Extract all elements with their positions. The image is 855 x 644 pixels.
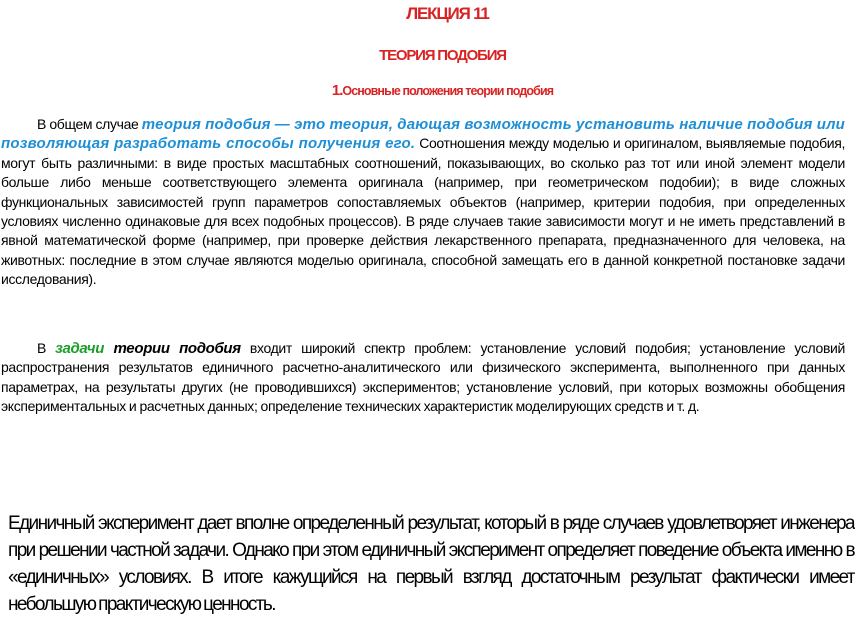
section-title: Основные положения теории подобия (342, 84, 554, 98)
paragraph2-body: входит широкий спектр проблем: установление условий подобия; установление условий распространения результатов единичного расчетно-аналитического или физического эксперимента, выполненного при данных параметрах, на результаты других (не проводившихся) экспериментов; установление условий, при которых возможны обобщения экспериментальных и расчетных данных; определение технических характеристик моделирующих средств и т. д. (1, 340, 845, 415)
definition-term: теория подобия — это теория, дающая возможность установить наличие подобия или позволяющая разработать способы получения его. (1, 116, 845, 153)
paragraph1-body: Соотношения между моделью и оригиналом, выявляемые подобия, могут быть различными: в виде простых масштабных соотношений, показывающих, во сколько раз тот или иной элемент модели больше либо меньше соответствующего элемента оригинала (например, при геометрическом подобии); в виде сложных функциональных зависимостей групп параметров сопоставляемых объектов (например, критерии подобия, при определенных условиях численно одинаковые для всех подобных процессов). В ряде случаев такие зависимости могут и не иметь представлений в явной математической форме (например, при проверке действия лекарственного препарата, предназначенного для человека, на животных: последние в этом случае являются моделью оригинала, способной замещать его в данной конкретной постановке задачи исследования). (1, 135, 845, 288)
paragraph-single-experiment: Единичный эксперимент дает вполне определенный результат, который в ряде случаев удовлетворяет инженера при решении частной задачи. Однако при этом единичный эксперимент определяет поведение объекта именно в «единичных» условиях. В итоге кажущийся на первый взгляд достаточным результат фактически имеет небольшую практическую ценность. (8, 513, 854, 615)
paragraph2-lead: В (37, 340, 56, 356)
tasks-word: задачи (55, 340, 105, 357)
theory-words: теории подобия (104, 340, 241, 357)
lecture-title: ЛЕКЦИЯ 11 (406, 4, 489, 23)
paragraph-definition (1, 115, 845, 290)
paragraph-tasks (1, 339, 845, 417)
section-heading (0, 82, 855, 99)
paragraph1-lead: В общем случае (37, 116, 142, 132)
topic-title: ТЕОРИЯ ПОДОБИЯ (379, 47, 506, 64)
section-number: 1. (331, 82, 343, 99)
